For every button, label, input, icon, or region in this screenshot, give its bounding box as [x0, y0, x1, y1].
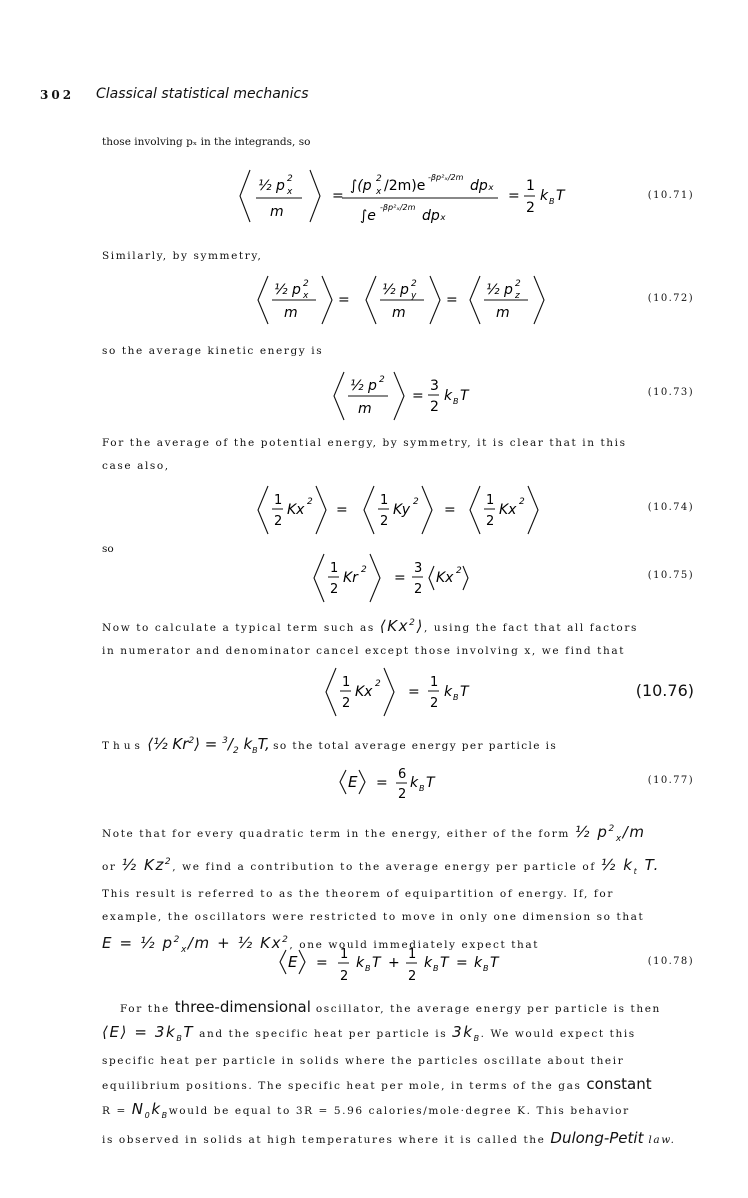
svg-text:E: E	[348, 773, 358, 791]
svg-text:½ p: ½ p	[382, 282, 409, 298]
svg-text:=: =	[508, 188, 520, 204]
svg-text:2: 2	[411, 279, 417, 289]
equation-number-10-78: (10.78)	[647, 956, 694, 967]
svg-text:y: y	[411, 291, 417, 301]
svg-text:2: 2	[361, 565, 367, 575]
svg-text:-βp²ₓ/2m: -βp²ₓ/2m	[380, 203, 416, 212]
svg-text:1: 1	[486, 493, 495, 508]
svg-text:1: 1	[330, 561, 339, 576]
svg-text:k: k	[356, 955, 365, 971]
svg-text:k: k	[410, 775, 419, 791]
equation-10-72	[252, 270, 552, 330]
svg-text:½ p: ½ p	[350, 378, 377, 394]
svg-text:T: T	[460, 684, 469, 700]
svg-text:T: T	[490, 955, 499, 971]
equation-number-10-73: (10.73)	[647, 387, 694, 398]
svg-text:½ p: ½ p	[274, 282, 301, 298]
svg-text:Ky: Ky	[393, 502, 411, 518]
svg-text:T: T	[426, 775, 435, 791]
svg-text:T: T	[460, 388, 469, 404]
equation-10-71	[230, 160, 590, 234]
svg-text:1: 1	[526, 178, 535, 194]
equation-number-10-76: (10.76)	[635, 681, 694, 700]
svg-text:2: 2	[287, 174, 293, 184]
svg-text:B: B	[453, 693, 459, 702]
svg-text:T: T	[440, 955, 449, 971]
svg-text:1: 1	[408, 947, 417, 962]
paragraph-4: For the average of the potential energy, by symmetry, it is clear that in this case also,	[102, 437, 627, 472]
svg-text:2: 2	[379, 375, 385, 385]
svg-text:+: +	[388, 955, 400, 971]
svg-text:Kx: Kx	[436, 570, 454, 586]
svg-text:-βp²ₓ/2m: -βp²ₓ/2m	[428, 173, 464, 182]
svg-text:3: 3	[430, 378, 439, 394]
svg-text:m: m	[392, 305, 406, 321]
svg-text:2: 2	[342, 696, 351, 711]
svg-text:=: =	[446, 292, 458, 308]
svg-text:B: B	[453, 397, 459, 406]
svg-text:2: 2	[408, 969, 417, 984]
svg-text:=: =	[408, 684, 420, 700]
svg-text:=: =	[456, 955, 468, 971]
svg-text:1: 1	[430, 675, 439, 690]
svg-text:=: =	[316, 955, 328, 971]
svg-text:k: k	[474, 955, 483, 971]
svg-text:Kx: Kx	[287, 502, 305, 518]
svg-text:=: =	[444, 502, 456, 518]
svg-text:T: T	[556, 188, 565, 204]
equation-10-73	[328, 366, 488, 426]
svg-text:=: =	[394, 570, 406, 586]
svg-text:k: k	[540, 188, 549, 204]
svg-text:3: 3	[414, 561, 423, 576]
equation-10-74	[252, 480, 542, 540]
equation-10-77	[336, 760, 476, 808]
paragraph-3: so the average kinetic energy is	[102, 345, 324, 357]
svg-text:2: 2	[398, 787, 407, 802]
paragraph-8: Note that for every quadratic term in the energy, either of the form ½ $p^2_x/m$ or ½ Kz$^2$, we find a contribution to the average energy per particle of ½ $k_t$ T. This result is referred to as the theorem of equipartition of energy. If, for example, the oscillators were restricted to move in only one dimension so that E = ½ $p^2_x/m$ + ½ Kx$^2$, one would immediately expect that	[102, 823, 661, 955]
equation-number-10-77: (10.77)	[647, 775, 694, 786]
paragraph-1: those involving pₓ in the integrands, so	[102, 136, 311, 148]
svg-text:2: 2	[413, 497, 419, 507]
svg-text:m: m	[270, 204, 284, 220]
svg-text:2: 2	[380, 514, 389, 529]
equation-10-78	[276, 938, 516, 990]
svg-text:2: 2	[330, 582, 339, 597]
svg-text:k: k	[424, 955, 433, 971]
equation-number-10-72: (10.72)	[647, 293, 694, 304]
paragraph-7: Thus ⟨½ $Kr^2⟩ = ^3/_2$ $k_BT$, so the total average energy per particle is	[102, 735, 558, 756]
svg-text:2: 2	[376, 174, 382, 184]
svg-text:6: 6	[398, 767, 407, 782]
svg-text:1: 1	[274, 493, 283, 508]
svg-text:2: 2	[519, 497, 525, 507]
equation-number-10-74: (10.74)	[647, 502, 694, 513]
svg-text:2: 2	[526, 200, 535, 216]
svg-text:m: m	[358, 401, 372, 417]
equation-number-10-71: (10.71)	[647, 190, 694, 201]
paragraph-6: Now to calculate a typical term such as ⟨Kx$^2$⟩, using the fact that all factors in numerator and denominator cancel except those involving x, we find that	[102, 617, 638, 657]
svg-text:=: =	[338, 292, 350, 308]
svg-text:B: B	[483, 964, 489, 973]
svg-text:k: k	[444, 388, 453, 404]
svg-text:B: B	[365, 964, 371, 973]
svg-text:1: 1	[342, 675, 351, 690]
svg-text:T: T	[372, 955, 381, 971]
svg-text:∫(p: ∫(p	[350, 178, 372, 194]
svg-text:Kr: Kr	[343, 570, 358, 586]
paragraph-5: so	[102, 543, 114, 555]
svg-text:2: 2	[414, 582, 423, 597]
svg-text:=: =	[336, 502, 348, 518]
paragraph-9: For the three-dimensional oscillator, the average energy per particle is then ⟨E⟩ = $3k_BT$ and the specific heat per particle is $3k_B$. We would expect this specific heat per particle in solids where the particles oscillate about their equilibrium positions. The specific heat per mole, in terms of the gas constant $R = N_0k_Bwould$ be equal to 3R = 5.96 calories/mole·degree K. This behavior is observed in solids at high temperatures where it is called the Dulong-Petit law.	[102, 998, 676, 1147]
svg-text:x: x	[303, 291, 309, 301]
svg-text:2: 2	[274, 514, 283, 529]
svg-text:B: B	[549, 197, 555, 206]
svg-text:2: 2	[303, 279, 309, 289]
svg-text:2: 2	[430, 696, 439, 711]
svg-text:z: z	[515, 291, 520, 301]
svg-text:/2m)e: /2m)e	[384, 178, 426, 194]
svg-text:½ p: ½ p	[258, 178, 285, 194]
svg-text:∫e: ∫e	[360, 208, 376, 224]
svg-text:2: 2	[456, 566, 462, 576]
svg-text:2: 2	[375, 679, 381, 689]
svg-text:dpₓ: dpₓ	[470, 178, 494, 194]
svg-text:2: 2	[430, 399, 439, 415]
svg-text:E: E	[288, 953, 298, 971]
svg-text:=: =	[412, 388, 424, 404]
equation-number-10-75: (10.75)	[647, 570, 694, 581]
page-number: 302	[40, 88, 75, 102]
equation-10-76	[320, 662, 490, 722]
svg-text:Kx: Kx	[355, 684, 373, 700]
svg-text:k: k	[444, 684, 453, 700]
svg-text:x: x	[287, 187, 293, 197]
paragraph-2: Similarly, by symmetry,	[102, 250, 263, 262]
svg-text:2: 2	[515, 279, 521, 289]
svg-text:1: 1	[380, 493, 389, 508]
svg-text:x: x	[376, 187, 382, 197]
svg-text:=: =	[376, 775, 388, 791]
svg-text:Kx: Kx	[499, 502, 517, 518]
svg-text:B: B	[433, 964, 439, 973]
svg-text:=: =	[332, 188, 344, 204]
svg-text:2: 2	[307, 497, 313, 507]
svg-text:m: m	[284, 305, 298, 321]
svg-text:1: 1	[340, 947, 349, 962]
running-title: Classical statistical mechanics	[96, 86, 309, 102]
svg-text:2: 2	[340, 969, 349, 984]
equation-10-75	[308, 548, 488, 608]
svg-text:½ p: ½ p	[486, 282, 513, 298]
svg-text:m: m	[496, 305, 510, 321]
svg-text:dpₓ: dpₓ	[422, 208, 446, 224]
svg-text:2: 2	[486, 514, 495, 529]
svg-text:B: B	[419, 784, 425, 793]
